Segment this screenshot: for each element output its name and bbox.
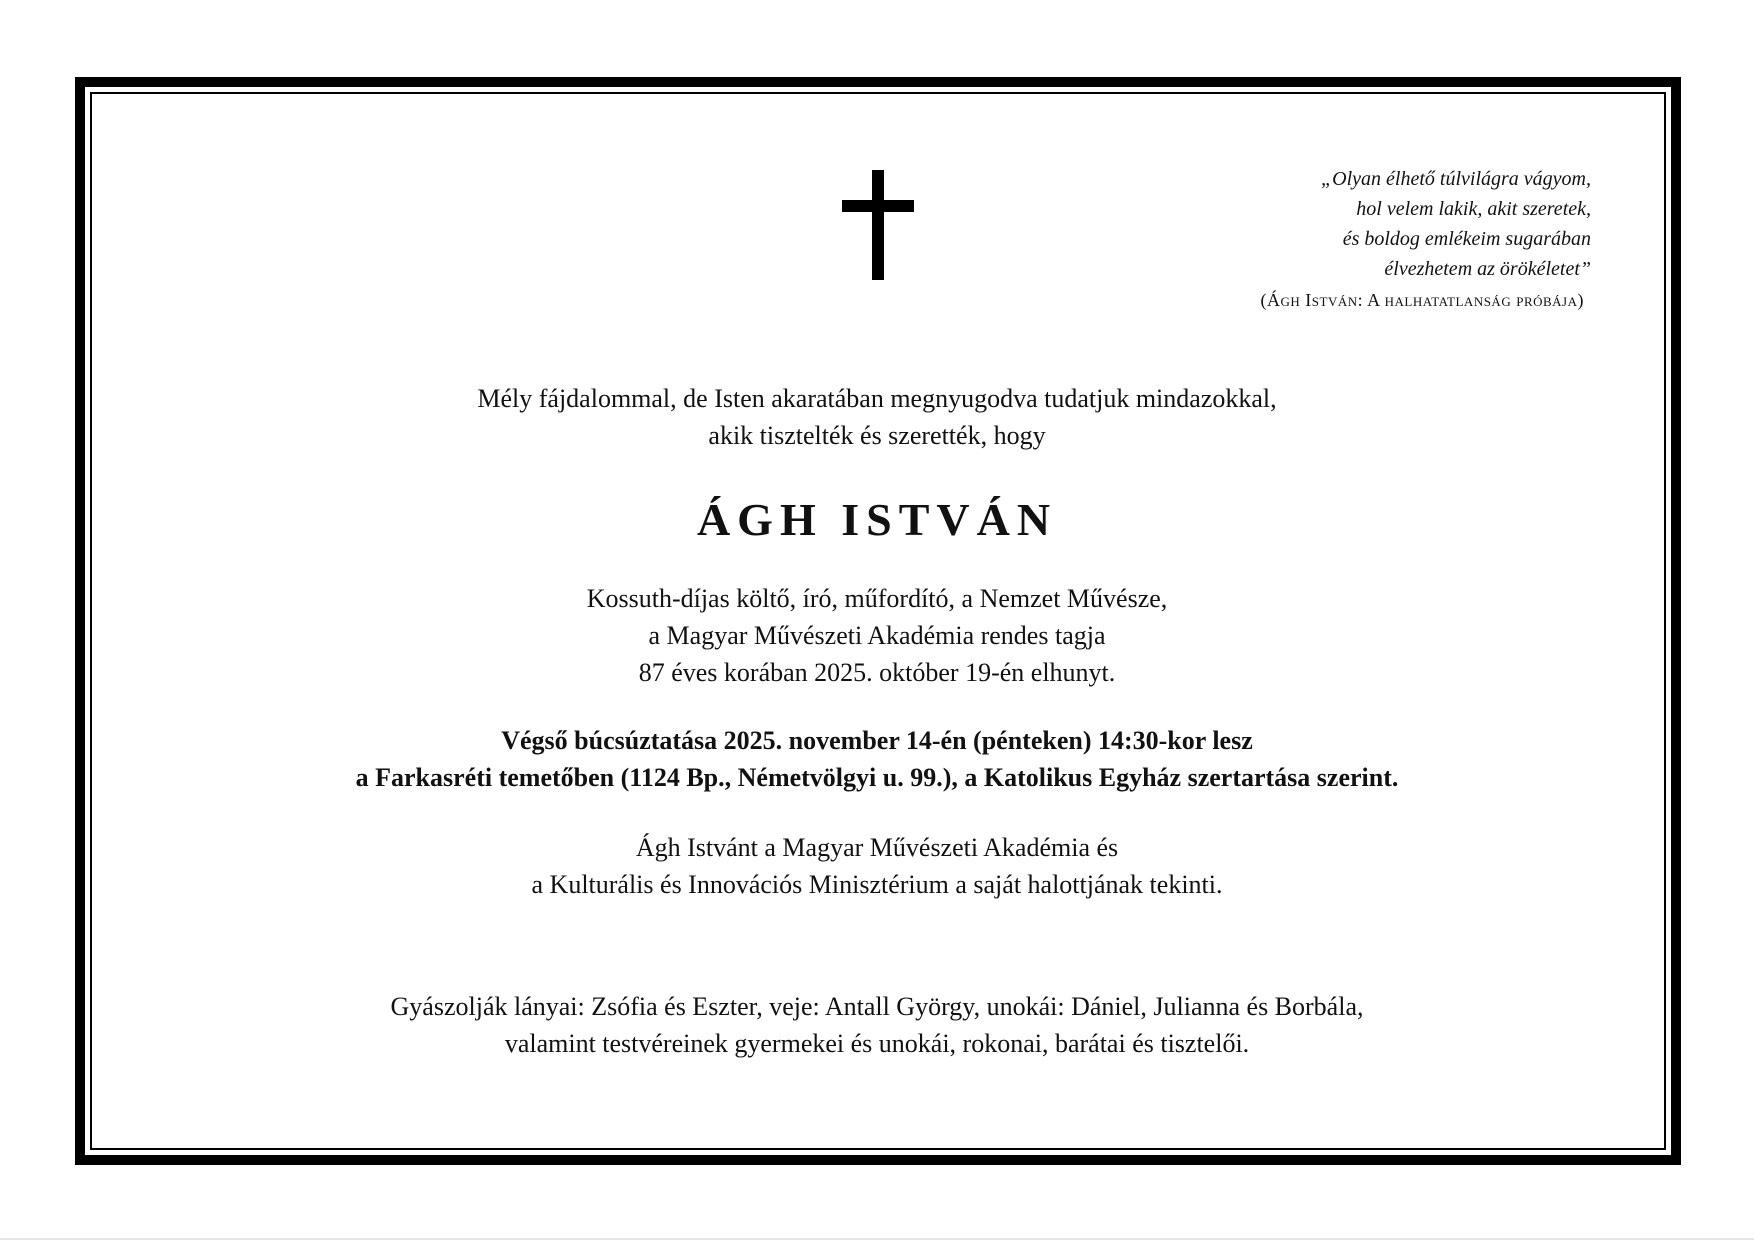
- state-honor-notice: [0, 829, 1754, 903]
- intro-line: Mély fájdalommal, de Isten akaratában megnyugodva tudatjuk mindazokkal,: [477, 384, 1277, 413]
- epigraph-line: és boldog emlékeim sugarában: [1342, 228, 1591, 250]
- funeral-line: a Farkasréti temetőben (1124 Bp., Németvölgyi u. 99.), a Katolikus Egyház szertartása szerint.: [355, 763, 1399, 792]
- funeral-details: [0, 722, 1754, 796]
- epigraph-line: „Olyan élhető túlvilágra vágyom,: [1321, 168, 1591, 190]
- bio-line: Kossuth-díjas költő, író, műfordító, a Nemzet Művésze,: [586, 584, 1168, 613]
- honor-line: Ágh Istvánt a Magyar Művészeti Akadémia és: [635, 833, 1119, 862]
- deceased-name: ÁGH ISTVÁN: [696, 494, 1058, 545]
- bio-line: 87 éves korában 2025. október 19-én elhunyt.: [638, 658, 1116, 687]
- epigraph-line: élvezhetem az örökéletet”: [1384, 258, 1591, 280]
- mourners-line: Gyászolják lányai: Zsófia és Eszter, veje: Antall György, unokái: Dániel, Julianna és Borbála,: [390, 992, 1364, 1021]
- bio-line: a Magyar Művészeti Akadémia rendes tagja: [648, 621, 1106, 650]
- funeral-line: Végső búcsúztatása 2025. november 14-én (pénteken) 14:30-kor lesz: [501, 726, 1253, 755]
- epigraph-source: (Ágh István: A halhatatlanság próbája): [1260, 290, 1584, 310]
- latin-cross-icon: [842, 170, 914, 280]
- cross-vertical-bar: [872, 170, 884, 280]
- epigraph-line: hol velem lakik, akit szeretek,: [1356, 198, 1591, 220]
- mourners-list: [0, 988, 1754, 1062]
- deceased-bio: [0, 580, 1754, 691]
- announcement-intro: [0, 380, 1754, 454]
- mourners-line: valamint testvéreinek gyermekei és unokái, rokonai, barátai és tisztelői.: [504, 1029, 1250, 1058]
- intro-line: akik tisztelték és szerették, hogy: [708, 421, 1046, 450]
- cross-horizontal-bar: [842, 200, 914, 212]
- epigraph-quote: [1091, 164, 1591, 284]
- honor-line: a Kulturális és Innovációs Minisztérium a saját halottjának tekinti.: [531, 870, 1223, 899]
